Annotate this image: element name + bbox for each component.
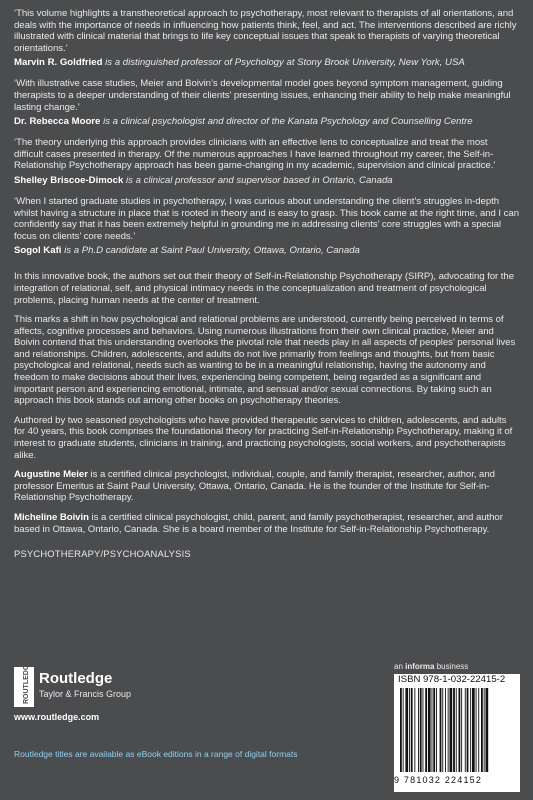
barcode-bar [414, 688, 415, 772]
barcode-bar [418, 688, 419, 772]
endorsement-quote: ‘With illustrative case studies, Meier and Boivin’s developmental model goes beyond symptom management, guiding therapists to a deeper understanding of their clients’ presenting issues, enhancing their ability to help make meaningful lasting change.’ [14, 78, 511, 113]
barcode-bar [409, 688, 410, 772]
barcode-bar [400, 688, 402, 772]
barcode-bar [433, 688, 435, 772]
publisher-block [14, 667, 144, 707]
informa-prefix: an [394, 662, 406, 671]
barcode-bar [420, 688, 422, 772]
logo-text: ROUTLEDGE [23, 667, 30, 704]
endorsement-attribution [14, 175, 519, 187]
barcode-bar [436, 688, 437, 772]
endorsement-attribution [14, 116, 519, 128]
barcode-bar [465, 688, 466, 772]
barcode-bar [428, 688, 431, 772]
barcode-bar [423, 688, 424, 772]
endorser-name: Sogol Kafi [14, 245, 62, 257]
endorser-name: Dr. Rebecca Moore [14, 116, 101, 128]
publisher-website[interactable]: www.routledge.com [14, 712, 100, 722]
isbn-barcode [394, 674, 520, 792]
barcode-bar [481, 688, 483, 772]
barcode-bar [486, 688, 489, 772]
barcode-bar [403, 688, 404, 772]
endorser-name: Shelley Briscoe-Dimock [14, 174, 124, 186]
barcode-bar [476, 688, 477, 772]
isbn-text: ISBN 978-1-032-22415-2 [398, 674, 506, 685]
barcode-bar [445, 688, 446, 772]
endorser-role: is a clinical professor and supervisor based in Ontario, Canada [125, 174, 393, 186]
informa-tagline [394, 662, 468, 671]
author-bio [14, 469, 519, 504]
endorsement-quote: ‘This volume highlights a transtheoretical approach to psychotherapy, most relevant to therapists of all orientations, and deals with the importance of needs in influencing how patients think, feel, and act. The interventions described are richly illustrated with clinical material that brings to life key conceptual issues that speak to therapists of varying theoretical orientations.’ [14, 8, 517, 54]
endorser-role: is a distinguished professor of Psychology at Stony Brook University, New York, USA [105, 57, 465, 69]
barcode-bar [470, 688, 471, 772]
endorser-role: is a Ph.D candidate at Saint Paul University, Ottawa, Ontario, Canada [64, 245, 360, 257]
endorser-role: is a clinical psychologist and director of the Kanata Psychology and Counselling Centre [103, 116, 473, 128]
endorsement-quote: ‘The theory underlying this approach provides clinicians with an effective lens to conceptualize and treat the most difficult cases presented in therapy. Of the numerous approaches I have learned throughout my career, the Self-in-Relationship Psychotherapy approach has been game-changing in my academic, supervision and clinical practice.’ [14, 137, 496, 172]
barcode-bar [411, 688, 413, 772]
endorser-name: Marvin R. Goldfried [14, 57, 103, 69]
barcode-bars [398, 688, 516, 774]
barcode-bar [453, 688, 455, 772]
author-bio-text: is a certified clinical psychologist, child, parent, and family psychotherapist, researcher, and author based in Ottawa, Ontario, Canada. She is a board member of the Institute for Self-in-Relationship Psychotherapy. [14, 512, 503, 535]
informa-suffix: business [434, 662, 469, 671]
description-paragraph: In this innovative book, the authors set out their theory of Self-in-Relationship Psychotherapy (SIRP), advocating for the integration of relational, self, and physical intimacy needs in the conceptualization and treatment of psychological problems, placing human needs at the center of treatment. [14, 271, 514, 306]
description-paragraph: Authored by two seasoned psychologists who have provided therapeutic services to children, adolescents, and adults for 40 years, this book comprises the foundational theory for practicing Self-in-Relationship Psychotherapy, making it of interest to graduate students, clinicians in training, and practicing psychologists, social workers, and psychotherapists alike. [14, 414, 513, 461]
publisher-name: Routledge [39, 670, 113, 687]
barcode-bar [459, 688, 461, 772]
author-bio [14, 512, 519, 535]
barcode-bar [448, 688, 449, 772]
endorsement-quote: ‘When I started graduate studies in psychotherapy, I was curious about understanding the client’s struggles in-depth whilst having a structure in place that is rooted in theory and is easy to grasp. This book came at the right time, and I can confidently say that it has been extremely helpful in grounding me in addressing clients’ core struggles with a special focus on clients’ core needs.’ [14, 195, 519, 242]
barcode-bar [432, 688, 433, 772]
barcode-bar [456, 688, 457, 772]
barcode-bar [450, 688, 453, 772]
barcode-bar [425, 688, 427, 772]
routledge-logo-icon [14, 667, 34, 707]
barcode-digits: 9 781032 224152 [394, 775, 483, 785]
description-paragraph: This marks a shift in how psychological and relational problems are understood, currently being perceived in terms of affects, cognitive processes and behaviors. Using numerous illustrations from their own clinical practice, Meier and Boivin contend that this understanding overlooks the pivotal role that needs play in all aspects of peoples’ personal lives and relationships. Children, adolescents, and adults do not live primarily from feelings and thoughts, but from basic psychological and relational, needs such as wanting to be in a meaningful relationship, having the autonomy and freedom to make decisions about their lives, experiencing being competent, being regarded as a significant and important person and experiencing emotional, intimate, and sensual and/or sexual connections. By taking such an approach this book stands out among other books on psychotherapy theories. [14, 314, 516, 407]
author-name: Augustine Meier [14, 469, 88, 481]
endorsement-attribution [14, 57, 519, 69]
ebook-note: Routledge titles are available as eBook editions in a range of digital formats [14, 749, 298, 759]
barcode-bar [461, 688, 462, 772]
barcode-bar [472, 688, 475, 772]
publisher-subtitle: Taylor & Francis Group [39, 689, 132, 699]
author-bio-text: is a certified clinical psychologist, individual, couple, and family therapist, researcher, author, and professor Emeritus at Saint Paul University, Ottawa, Ontario, Canada. He is the founder of the Institute for Self-in-Relationship Psychotherapy. [14, 469, 495, 504]
barcode-bar [440, 688, 442, 772]
barcode-bar [484, 688, 485, 772]
informa-brand: informa [405, 662, 435, 671]
barcode-bar [405, 688, 408, 772]
author-name: Micheline Boivin [14, 512, 89, 523]
back-cover-text [14, 8, 519, 559]
endorsement-attribution [14, 245, 519, 257]
barcode-bar [467, 688, 469, 772]
subject-category: PSYCHOTHERAPY/PSYCHOANALYSIS [14, 548, 191, 560]
barcode-bar [442, 688, 443, 772]
barcode-bar [478, 688, 479, 772]
